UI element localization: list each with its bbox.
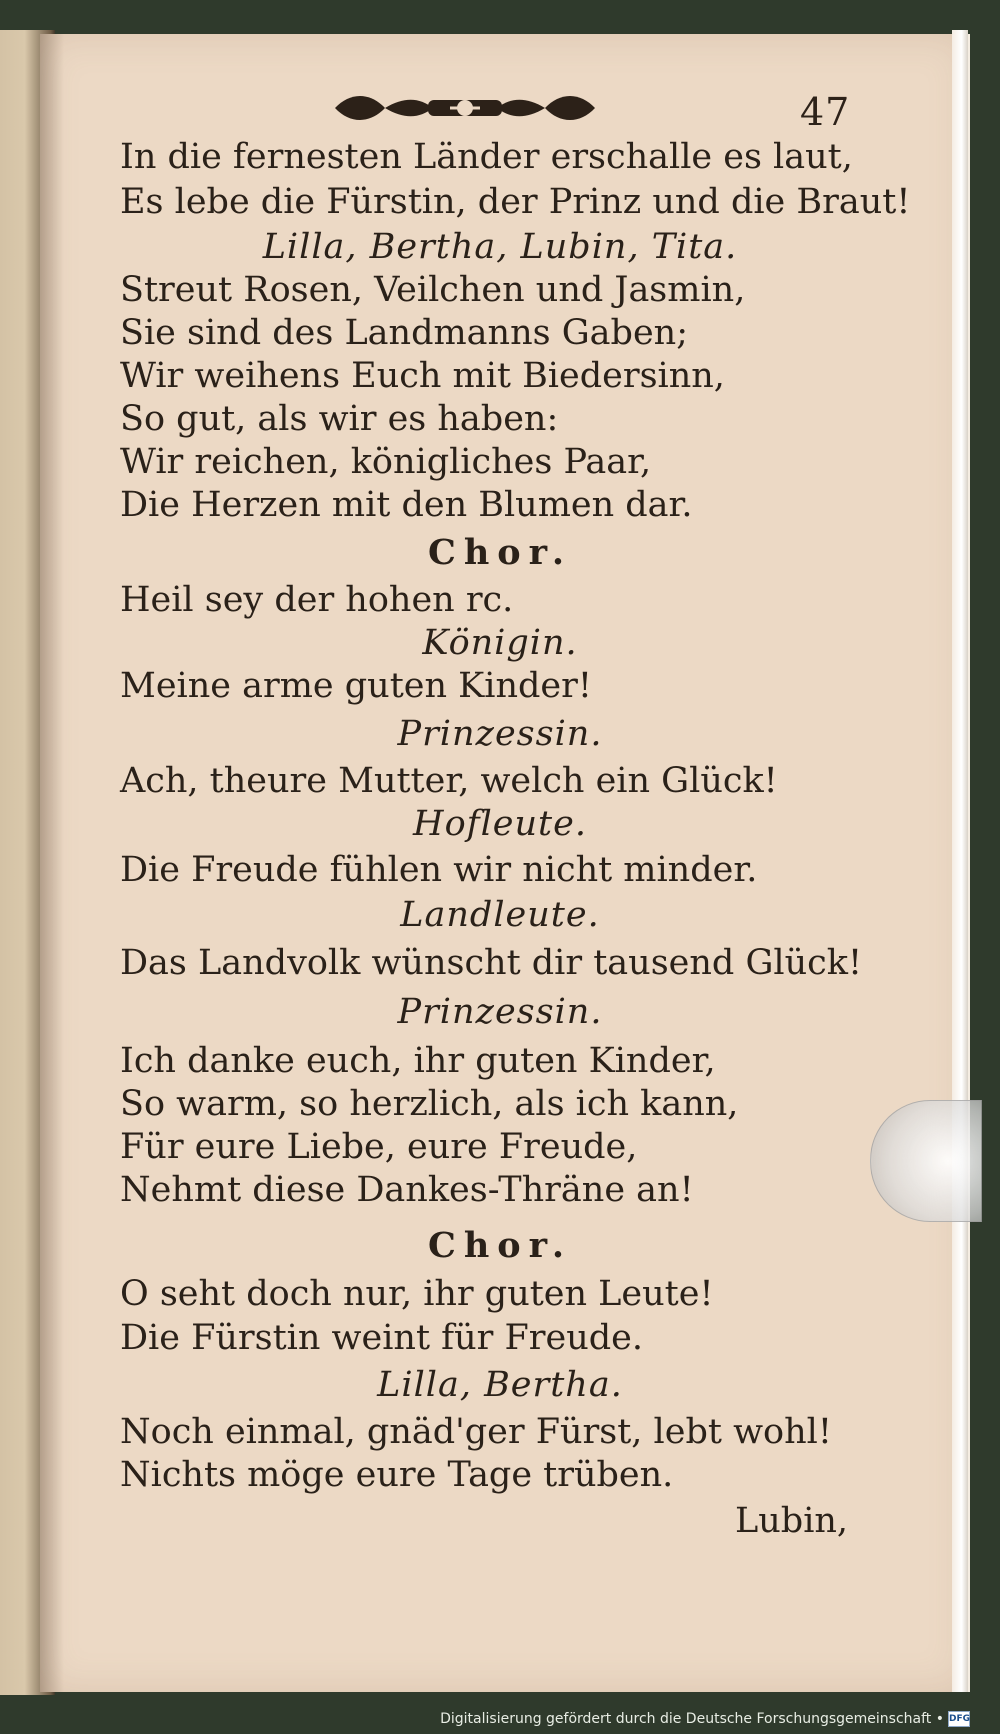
verse-line: Für eure Liebe, eure Freude, <box>120 1127 638 1167</box>
speaker-name: Lilla, Bertha, Lubin, Tita. <box>262 227 738 267</box>
verse-line: Nichts möge eure Tage trüben. <box>120 1455 674 1495</box>
verse-line: Meine arme guten Kinder! <box>120 666 592 706</box>
digitization-credit <box>440 1711 970 1727</box>
right-page-edge <box>952 30 968 1692</box>
verse-line: Streut Rosen, Veilchen und Jasmin, <box>120 270 746 310</box>
verse-line: Die Freude fühlen wir nicht minder. <box>120 850 758 890</box>
chorus-heading: Chor. <box>427 532 573 573</box>
verse-line: Die Herzen mit den Blumen dar. <box>120 485 693 525</box>
verse-line: In die fernesten Länder erschalle es laut, <box>120 137 853 177</box>
page-tab <box>870 1100 982 1222</box>
credit-text: Digitalisierung gefördert durch die Deutsche Forschungsgemeinschaft • <box>440 1711 944 1727</box>
speaker-name: Landleute. <box>400 895 600 935</box>
catchword: Lubin, <box>735 1501 849 1541</box>
verse-line: Noch einmal, gnäd'ger Fürst, lebt wohl! <box>120 1412 832 1452</box>
verse-line: Heil sey der hohen rc. <box>120 580 514 620</box>
printer-ornament-icon <box>325 88 605 128</box>
verse-line: So warm, so herzlich, als ich kann, <box>120 1084 739 1124</box>
speaker-name: Prinzessin. <box>397 992 603 1032</box>
verse-line: Die Fürstin weint für Freude. <box>120 1318 644 1358</box>
verse-line: Wir weihens Euch mit Biedersinn, <box>120 356 725 396</box>
verse-line: So gut, als wir es haben: <box>120 399 559 439</box>
chorus-heading: Chor. <box>427 1225 573 1266</box>
verse-line: Wir reichen, königliches Paar, <box>120 442 652 482</box>
verse-line: Sie sind des Landmanns Gaben; <box>120 313 688 353</box>
verse-line: Es lebe die Fürstin, der Prinz und die Braut! <box>120 182 911 222</box>
verse-line: Ach, theure Mutter, welch ein Glück! <box>120 761 778 801</box>
verse-line: Ich danke euch, ihr guten Kinder, <box>120 1041 716 1081</box>
dfg-logo: DFG <box>948 1711 970 1727</box>
speaker-name: Lilla, Bertha. <box>377 1365 623 1405</box>
speaker-name: Hofleute. <box>413 804 587 844</box>
speaker-name: Königin. <box>422 623 578 663</box>
page-number: 47 <box>800 90 851 134</box>
verse-line: Nehmt diese Dankes-Thräne an! <box>120 1170 694 1210</box>
verse-line: Das Landvolk wünscht dir tausend Glück! <box>120 943 863 983</box>
speaker-name: Prinzessin. <box>397 714 603 754</box>
verse-line: O seht doch nur, ihr guten Leute! <box>120 1274 714 1314</box>
